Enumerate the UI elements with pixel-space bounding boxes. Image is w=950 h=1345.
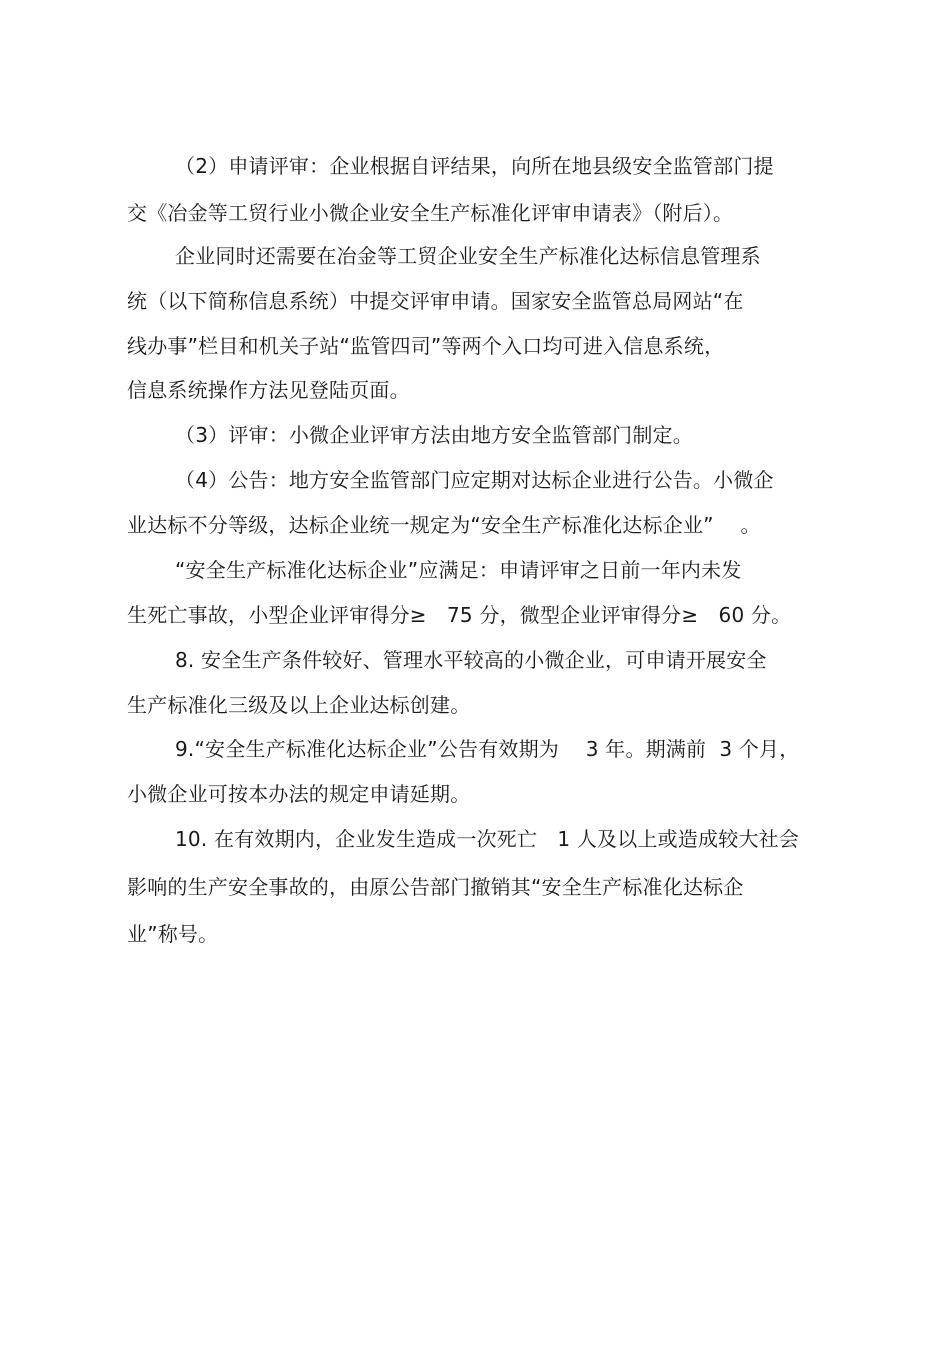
text-line: 信息系统操作方法见登陆页面。 — [127, 378, 410, 402]
text-line: 企业同时还需要在冶金等工贸企业安全生产标准化达标信息管理系 — [175, 244, 761, 268]
text-line: （2）申请评审：企业根据自评结果，向所在地县级安全监管部门提 — [175, 154, 774, 178]
text-line: 统（以下简称信息系统）中提交评审申请。国家安全监管总局网站“在 — [127, 289, 744, 313]
text-line: 9.“安全生产标准化达标企业”公告有效期为 3 年。期满前 3 个月， — [175, 737, 800, 761]
text-line: 交《冶金等工贸行业小微企业安全生产标准化评审申请表》（附后）。 — [127, 201, 734, 225]
text-line: 8. 安全生产条件较好、管理水平较高的小微企业，可申请开展安全 — [175, 648, 767, 672]
text-line: （3）评审：小微企业评审方法由地方安全监管部门制定。 — [175, 423, 693, 447]
text-line: 10. 在有效期内，企业发生造成一次死亡 1 人及以上或造成较大社会 — [175, 827, 800, 851]
text-line: 业达标不分等级，达标企业统一规定为“安全生产标准化达标企业” 。 — [127, 513, 761, 537]
text-line: 线办事”栏目和机关子站“监管四司”等两个入口均可进入信息系统， — [127, 334, 725, 358]
text-line: （4）公告：地方安全监管部门应定期对达标企业进行公告。小微企 — [175, 468, 774, 492]
text-line: 业”称号。 — [127, 922, 219, 946]
text-line: 生死亡事故，小型企业评审得分≥ 75 分，微型企业评审得分≥ 60 分。 — [127, 603, 792, 627]
text-line: 影响的生产安全事故的，由原公告部门撤销其“安全生产标准化达标企 — [127, 875, 744, 899]
text-line: 小微企业可按本办法的规定申请延期。 — [127, 782, 471, 806]
text-line: “安全生产标准化达标企业”应满足：申请评审之日前一年内未发 — [175, 558, 742, 582]
text-line: 生产标准化三级及以上企业达标创建。 — [127, 693, 471, 717]
